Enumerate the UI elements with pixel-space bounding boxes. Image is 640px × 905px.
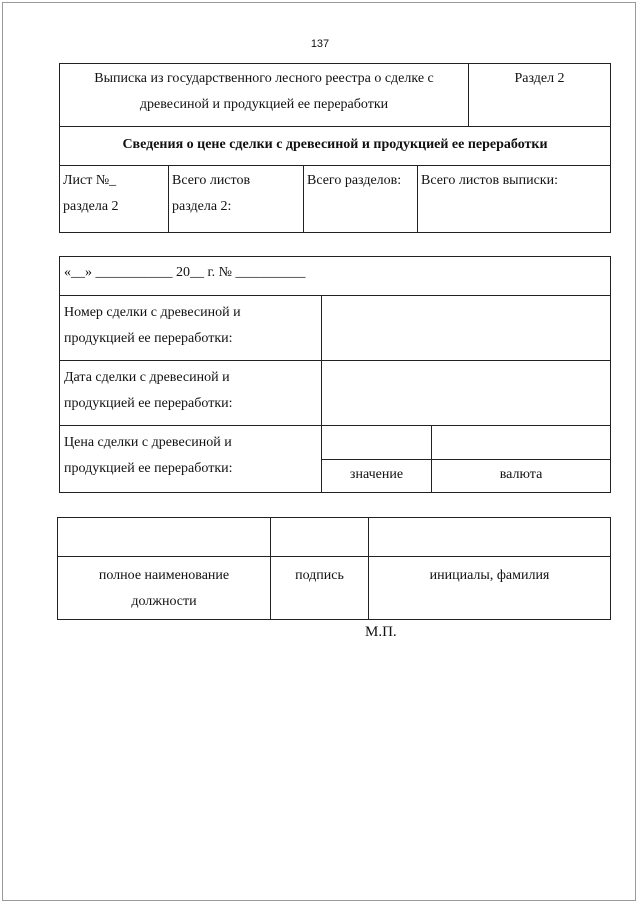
total-extract-sheets-label: Всего листов выписки: xyxy=(421,173,558,188)
signature-table xyxy=(57,517,611,620)
price-value-field[interactable] xyxy=(322,426,432,460)
price-currency-field[interactable] xyxy=(432,426,611,460)
total-extract-sheets-field[interactable] xyxy=(418,166,611,233)
total-sections-label: Всего разделов: xyxy=(307,173,402,188)
deal-date-field[interactable] xyxy=(322,361,611,426)
deal-price-label-line2: продукцией ее переработки: xyxy=(64,461,233,476)
total-sheets-field[interactable] xyxy=(169,166,304,233)
deal-number-field[interactable] xyxy=(322,296,611,361)
name-caption: инициалы, фамилия xyxy=(369,557,611,620)
name-field[interactable] xyxy=(369,518,611,557)
sheet-number-field[interactable] xyxy=(60,166,169,233)
signature-field[interactable] xyxy=(271,518,369,557)
deal-info-table xyxy=(59,256,611,493)
sheet-number-label: Лист №_ xyxy=(63,173,117,188)
stamp-place: М.П. xyxy=(365,624,397,640)
price-currency-caption: валюта xyxy=(432,460,611,493)
extract-header-table xyxy=(59,63,611,233)
price-value-caption: значение xyxy=(322,460,432,493)
signature-caption: подпись xyxy=(271,557,369,620)
deal-number-label-line2: продукцией ее переработки: xyxy=(64,331,233,346)
extract-title-line1: Выписка из государственного лесного реестра о сделке с xyxy=(94,71,434,86)
section-label: Раздел 2 xyxy=(469,64,611,127)
deal-number-label-line1: Номер сделки с древесиной и xyxy=(64,305,241,320)
sheet-number-section-label: раздела 2 xyxy=(63,199,119,214)
section-subtitle: Сведения о цене сделки с древесиной и продукцией ее переработки xyxy=(60,127,611,166)
deal-price-label xyxy=(60,426,322,493)
total-sections-field[interactable] xyxy=(304,166,418,233)
deal-date-label xyxy=(60,361,322,426)
extract-title xyxy=(60,64,469,127)
position-caption xyxy=(58,557,271,620)
position-field[interactable] xyxy=(58,518,271,557)
extract-title-line2: древесиной и продукцией ее переработки xyxy=(139,97,389,112)
deal-date-label-line1: Дата сделки с древесиной и xyxy=(64,370,230,385)
date-number-line[interactable]: «__» ___________ 20__ г. № __________ xyxy=(60,257,611,296)
total-sheets-label: Всего листов xyxy=(172,173,251,188)
deal-number-label xyxy=(60,296,322,361)
total-sheets-section-label: раздела 2: xyxy=(172,199,232,214)
page-number: 137 xyxy=(310,38,330,50)
position-caption-line2: должности xyxy=(131,594,197,609)
position-caption-line1: полное наименование xyxy=(98,568,230,583)
deal-price-label-line1: Цена сделки с древесиной и xyxy=(64,435,232,450)
deal-date-label-line2: продукцией ее переработки: xyxy=(64,396,233,411)
